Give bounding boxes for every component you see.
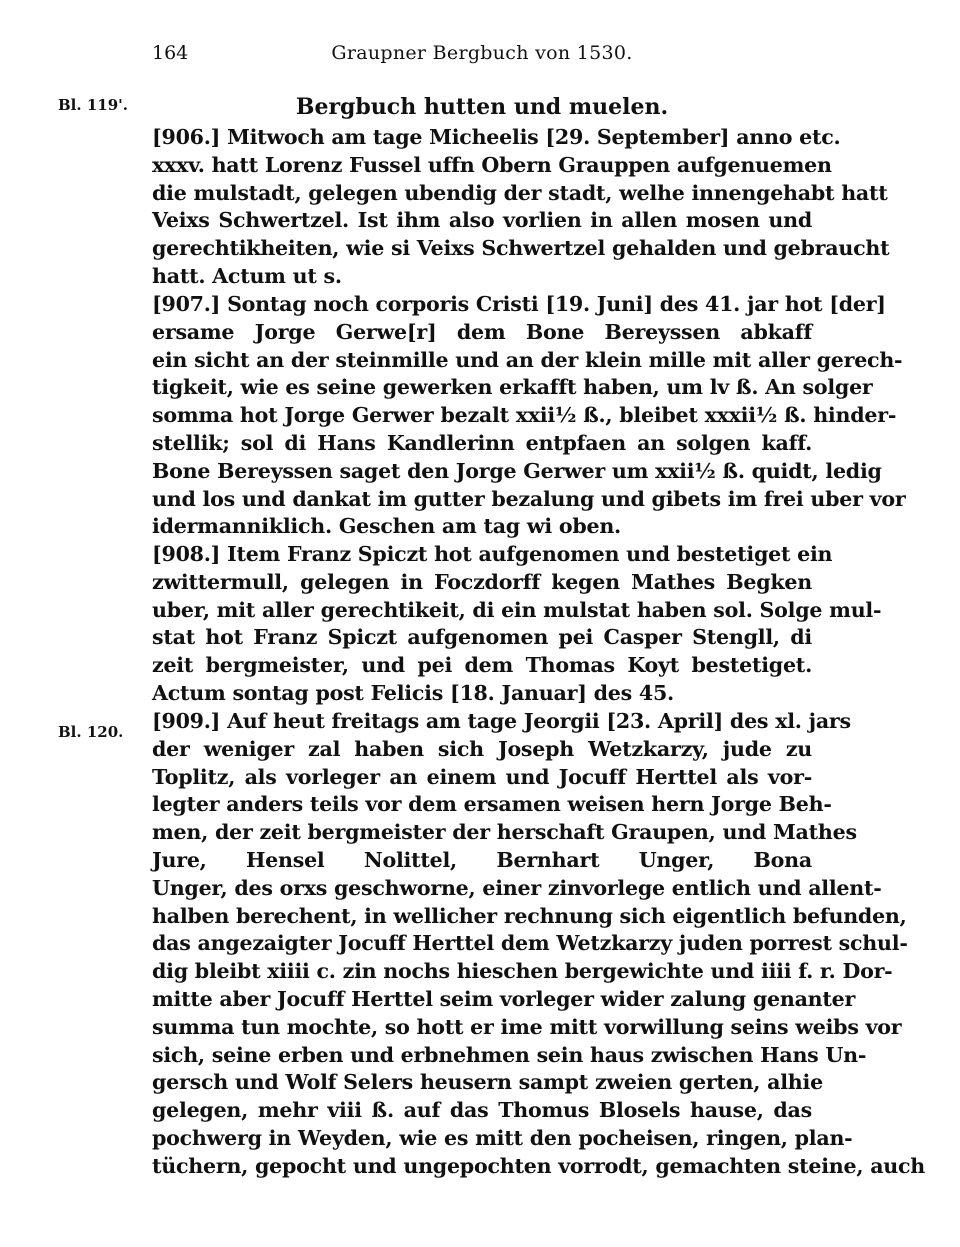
text-line: uber, mit aller gerechtikeit, di ein mulstat haben sol. Solge mul- [152, 597, 882, 622]
text-line: Actum sontag post Felicis [18. Januar] des 45. [152, 680, 674, 705]
text-line: sich, seine erben und erbnehmen sein haus zwischen Hans Un- [152, 1042, 867, 1067]
text-line: und los und dankat im gutter bezalung und gibets im frei uber vor [152, 486, 906, 511]
text-line: zwittermull, gelegen in Foczdorff kegen Mathes Begken [152, 569, 812, 594]
margin-folio-119v: Bl. 119'. [58, 96, 128, 114]
text-line: [906.] Mitwoch am tage Micheelis [29. September] anno etc. [152, 125, 841, 149]
text-line: [909.] Auf heut freitags am tage Jeorgii [23. April] des xl. jars [152, 709, 851, 733]
text-line: gersch und Wolf Selers heusern sampt zweien gerten, alhie [152, 1070, 823, 1095]
text-line: [907.] Sontag noch corporis Cristi [19. Juni] des 41. jar hot [der] [152, 292, 886, 316]
text-line: legter anders teils vor dem ersamen weisen hern Jorge Beh- [152, 792, 832, 817]
text-line: Jure, Hensel Nolittel, Bernhart Unger, Bona [152, 847, 812, 872]
text-line: somma hot Jorge Gerwer bezalt xxii½ ß., bleibet xxxii½ ß. hinder- [152, 403, 897, 428]
text-line: tüchern, gepocht und ungepochten vorrodt, gemachten steine, auch [152, 1153, 926, 1178]
text-line: gerechtikheiten, wie si Veixs Schwertzel gehalden und gebraucht [152, 236, 890, 261]
text-line: der weniger zal haben sich Joseph Wetzkarzy, jude zu [152, 736, 812, 761]
text-line: Veixs Schwertzel. Ist ihm also vorlien in allen mosen und [152, 208, 812, 233]
text-line: mitte aber Jocuff Herttel seim vorleger wider zalung genanter [152, 986, 856, 1011]
text-line: Bone Bereyssen saget den Jorge Gerwer um xxii½ ß. quidt, ledig [152, 458, 882, 483]
entry-906 [152, 124, 890, 291]
text-line: dig bleibt xiiii c. zin nochs hieschen bergewichte und iiii f. r. Dor- [152, 959, 893, 984]
text-line: zeit bergmeister, und pei dem Thomas Koyt bestetiget. [152, 653, 812, 678]
text-line: Unger, des orxs geschworne, einer zinvorlege entlich und allent- [152, 875, 882, 900]
text-line: xxxv. hatt Lorenz Fussel uffn Obern Grauppen aufgenuemen [152, 152, 832, 177]
running-head [152, 42, 812, 72]
text-line: halben berechent, in wellicher rechnung sich eigentlich befunden, [152, 903, 907, 928]
text-line: Toplitz, als vorleger an einem und Jocuff Herttel als vor- [152, 764, 812, 789]
text-line: ersame Jorge Gerwe[r] dem Bone Bereyssen abkaff [152, 319, 812, 344]
text-line: summa tun mochte, so hott er ime mitt vorwillung seins weibs vor [152, 1014, 902, 1039]
text-line: men, der zeit bergmeister der herschaft Graupen, und Mathes [152, 820, 857, 845]
entry-909 [152, 708, 926, 1181]
text-line: stellik; sol di Hans Kandlerinn entpfaen an solgen kaff. [152, 430, 812, 455]
running-title: Graupner Bergbuch von 1530. [331, 42, 633, 64]
text-line: das angezaigter Jocuff Herttel dem Wetzkarzy juden porrest schul- [152, 931, 908, 956]
text-line: [908.] Item Franz Spiczt hot aufgenomen und bestetiget ein [152, 542, 833, 566]
text-line: hatt. Actum ut s. [152, 263, 342, 288]
page-number: 164 [152, 42, 189, 64]
margin-folio-120: Bl. 120. [58, 723, 124, 741]
text-line: idermanniklich. Geschen am tag wi oben. [152, 514, 621, 539]
section-heading: Bergbuch hutten und muelen. [295, 94, 669, 120]
text-line: ein sicht an der steinmille und an der klein mille mit aller gerech- [152, 347, 903, 372]
text-line: tigkeit, wie es seine gewerken erkafft haben, um lv ß. An solger [152, 375, 873, 400]
text-line: die mulstadt, gelegen ubendig der stadt, welhe innengehabt hatt [152, 180, 888, 205]
entry-908 [152, 541, 882, 708]
text-line: stat hot Franz Spiczt aufgenomen pei Casper Stengll, di [152, 625, 812, 650]
text-line: pochwerg in Weyden, wie es mitt den pocheisen, ringen, plan- [152, 1125, 853, 1150]
entry-907 [152, 291, 906, 541]
text-line: gelegen, mehr viii ß. auf das Thomus Blosels hause, das [152, 1098, 812, 1123]
